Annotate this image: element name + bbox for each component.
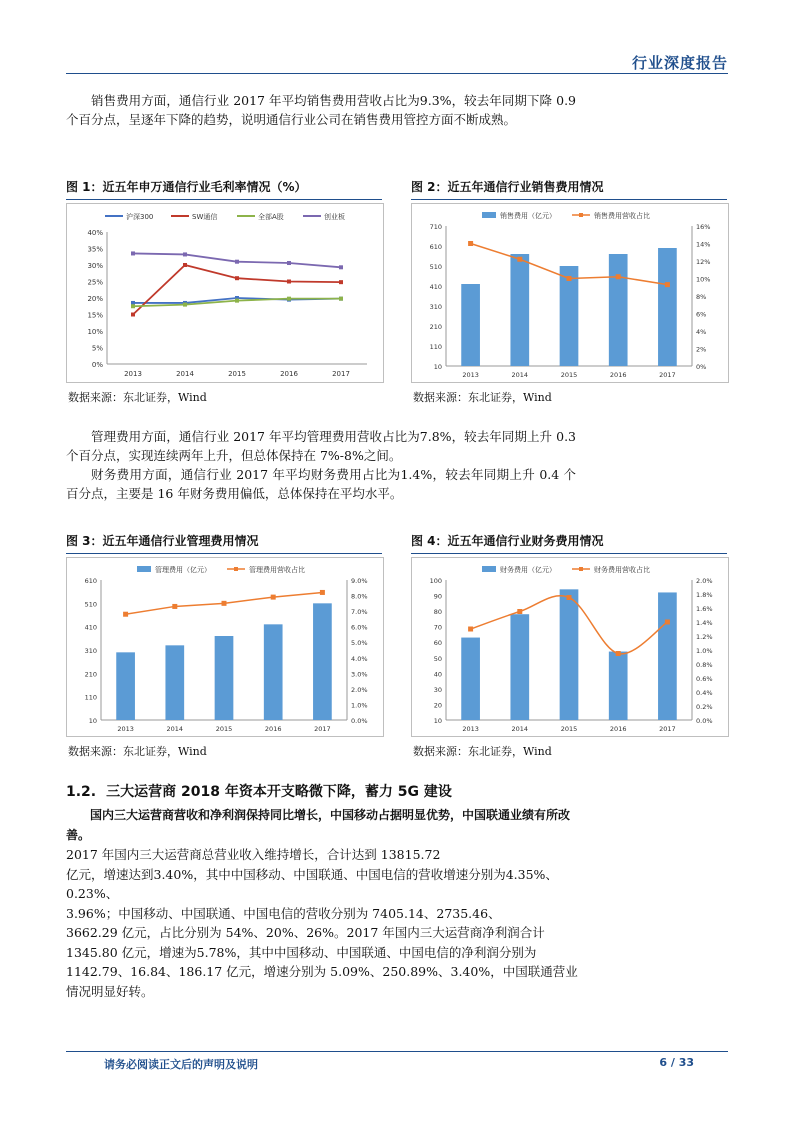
fig3-y-left-tick: 510 bbox=[84, 600, 97, 609]
paragraph-sales bbox=[66, 91, 576, 129]
fig3-x-tick: 2015 bbox=[215, 725, 233, 733]
fig3-legend-bar-label: 管理费用（亿元） bbox=[155, 566, 211, 574]
fig4-bar bbox=[560, 589, 579, 720]
fig3-y-right-tick: 9.0% bbox=[351, 577, 368, 585]
fig1-series-point bbox=[131, 251, 135, 255]
section-body bbox=[66, 806, 586, 1001]
fig4-y-left-tick: 10 bbox=[433, 717, 442, 725]
fig4-x-tick: 2017 bbox=[659, 725, 676, 733]
fig3-x-tick: 2013 bbox=[117, 725, 134, 733]
fig1-series-point bbox=[287, 297, 291, 301]
fig3-ratio-point bbox=[222, 601, 227, 606]
fig2-y-left-tick: 410 bbox=[429, 283, 442, 291]
fig4-title: 图 4：近五年通信行业财务费用情况 bbox=[411, 534, 604, 548]
fig4-y-right-tick: 0.0% bbox=[696, 717, 713, 725]
fig2-y-right-tick: 2% bbox=[696, 345, 707, 354]
fig2-y-right-tick: 16% bbox=[696, 223, 711, 231]
fig3-ratio-point bbox=[271, 595, 276, 600]
fig4-y-right-tick: 1.0% bbox=[696, 647, 713, 655]
section-line-6: 1142.79、16.84、186.17 亿元，增速分别为 5.09%、250.89%、3.40%，中国联通营业 bbox=[66, 964, 578, 979]
fig2-x-tick: 2014 bbox=[511, 371, 529, 379]
fig2-ratio-point bbox=[616, 274, 621, 279]
fig2-chart bbox=[411, 203, 729, 383]
paragraph-sales-text: 销售费用方面，通信行业 2017 年平均销售费用营收占比为9.3%，较去年同期下降 0.9 个百分点，呈逐年下降的趋势，说明通信行业公司在销售费用管控方面不断成熟。 bbox=[66, 93, 576, 127]
fig1-series-point bbox=[287, 280, 291, 284]
fig1-legend-label: 沪深300 bbox=[126, 213, 154, 221]
fig4-chart bbox=[411, 557, 729, 737]
fig2-y-right-tick: 10% bbox=[696, 275, 711, 284]
fig4-y-left-tick: 70 bbox=[433, 623, 442, 632]
fig4-y-left-tick: 50 bbox=[433, 654, 442, 663]
fig3-y-left-tick: 110 bbox=[84, 693, 97, 702]
fig3-ratio-point bbox=[320, 590, 325, 595]
fig1-y-tick: 0% bbox=[91, 361, 103, 369]
fig1-legend-label: 创业板 bbox=[324, 213, 345, 221]
fig1-series-point bbox=[183, 252, 187, 256]
fig2-y-left-tick: 210 bbox=[429, 323, 442, 331]
fig4-y-right-tick: 0.6% bbox=[696, 675, 713, 683]
fig2-source: 数据来源：东北证券，Wind bbox=[413, 391, 552, 404]
fig3-legend-bar-swatch bbox=[137, 566, 151, 572]
fig1-y-tick: 40% bbox=[87, 229, 103, 237]
section-line-5: 1345.80 亿元，增速为5.78%，其中中国移动、中国联通、中国电信的净利润分别为 bbox=[66, 944, 537, 960]
fig2-y-left-tick: 110 bbox=[429, 343, 442, 351]
fig1-series-point bbox=[235, 276, 239, 280]
fig2-bar bbox=[510, 254, 529, 366]
fig3-source: 数据来源：东北证券，Wind bbox=[68, 745, 207, 758]
fig4-bar bbox=[658, 592, 677, 720]
section-line-3: 3.96%；中国移动、中国联通、中国电信的营收分别为 7405.14、2735.46、 bbox=[66, 905, 501, 921]
fig3-legend-line-label: 管理费用营收占比 bbox=[249, 566, 305, 574]
fig1-series-point bbox=[339, 280, 343, 284]
fig1-x-tick: 2016 bbox=[280, 370, 298, 378]
fig1-y-tick: 5% bbox=[91, 344, 103, 353]
fig3-y-left-tick: 10 bbox=[88, 717, 97, 725]
fig4-y-right-tick: 0.4% bbox=[696, 689, 713, 697]
fig1-chart bbox=[66, 203, 384, 383]
fig3-y-right-tick: 8.0% bbox=[351, 592, 368, 601]
section-heading bbox=[66, 781, 462, 801]
fig4-y-right-tick: 1.2% bbox=[696, 633, 713, 641]
fig2-svg bbox=[412, 204, 728, 382]
fig3-bar bbox=[116, 652, 135, 720]
fig1-y-tick: 15% bbox=[87, 311, 103, 320]
paragraph-admin-finance bbox=[66, 427, 576, 503]
fig4-x-tick: 2014 bbox=[511, 725, 529, 733]
fig4-y-right-tick: 1.8% bbox=[696, 591, 713, 599]
fig4-y-left-tick: 80 bbox=[433, 608, 442, 617]
fig1-series-line bbox=[133, 265, 341, 315]
fig2-ratio-point bbox=[665, 282, 670, 287]
fig1-series-point bbox=[183, 303, 187, 307]
section-title: 三大运营商 2018 年资本开支略微下降，蓄力 5G 建设 bbox=[106, 784, 452, 800]
fig4-legend-bar-swatch bbox=[482, 566, 496, 572]
fig3-title: 图 3：近五年通信行业管理费用情况 bbox=[66, 534, 259, 548]
fig3-ratio-point bbox=[172, 604, 177, 609]
fig3-y-left-tick: 410 bbox=[84, 623, 97, 632]
fig3-x-tick: 2014 bbox=[166, 725, 184, 733]
fig2-ratio-point bbox=[468, 241, 473, 246]
paragraph-admin-text: 管理费用方面，通信行业 2017 年平均管理费用营收占比为7.8%，较去年同期上升 0.3 个百分点，实现连续两年上升，但总体保持在 7%-8%之间。 bbox=[66, 429, 576, 463]
paragraph-finance-text: 财务费用方面，通信行业 2017 年平均财务费用占比为1.4%，较去年同期上升 0.4 个百分点，主要是 16 年财务费用偏低，总体保持在平均水平。 bbox=[66, 467, 576, 501]
fig4-y-left-tick: 20 bbox=[433, 701, 442, 710]
fig3-x-tick: 2016 bbox=[264, 725, 282, 733]
fig2-y-right-tick: 4% bbox=[696, 328, 707, 336]
fig2-y-left-tick: 610 bbox=[429, 243, 442, 251]
fig2-y-left-tick: 710 bbox=[429, 223, 442, 231]
fig4-bar bbox=[609, 652, 628, 720]
fig3-y-left-tick: 210 bbox=[84, 670, 97, 679]
fig1-series-point bbox=[235, 260, 239, 264]
fig4-legend-line-label: 财务费用营收占比 bbox=[594, 566, 650, 574]
fig4-bar bbox=[461, 638, 480, 720]
fig2-x-tick: 2017 bbox=[659, 371, 676, 379]
fig3-y-right-tick: 0.0% bbox=[351, 717, 368, 725]
fig3-bar bbox=[264, 624, 283, 720]
fig1-y-tick: 20% bbox=[87, 295, 103, 303]
fig4-y-right-tick: 2.0% bbox=[696, 577, 713, 585]
fig4-y-right-tick: 1.4% bbox=[696, 619, 713, 627]
fig1-series-point bbox=[339, 265, 343, 269]
fig3-y-right-tick: 2.0% bbox=[351, 685, 368, 694]
fig2-legend-bar-swatch bbox=[482, 212, 496, 218]
fig4-ratio-point bbox=[616, 651, 621, 656]
section-lead: 国内三大运营商营收和净利润保持同比增长，中国移动占据明显优势，中国联通业绩有所改善。 bbox=[66, 808, 571, 842]
fig3-y-left-tick: 610 bbox=[84, 577, 97, 585]
fig2-y-right-tick: 8% bbox=[696, 293, 707, 301]
fig4-x-tick: 2013 bbox=[462, 725, 479, 733]
fig1-x-tick: 2015 bbox=[228, 370, 246, 378]
fig1-series-point bbox=[131, 304, 135, 308]
fig4-y-left-tick: 90 bbox=[433, 592, 442, 601]
fig1-x-tick: 2013 bbox=[124, 370, 142, 378]
section-number: 1.2. bbox=[66, 784, 97, 800]
fig1-y-tick: 30% bbox=[87, 262, 103, 270]
fig4-svg bbox=[412, 558, 728, 736]
fig2-x-tick: 2015 bbox=[560, 371, 578, 379]
fig4-ratio-point bbox=[468, 627, 473, 632]
section-line-7: 情况明显好转。 bbox=[66, 983, 154, 999]
fig4-source: 数据来源：东北证券，Wind bbox=[413, 745, 552, 758]
fig3-bar bbox=[313, 603, 332, 720]
fig1-y-tick: 25% bbox=[87, 278, 103, 287]
fig4-y-left-tick: 30 bbox=[433, 685, 442, 694]
fig1-x-tick: 2017 bbox=[332, 370, 350, 378]
fig1-y-tick: 35% bbox=[87, 245, 103, 254]
fig3-title-rule bbox=[66, 553, 382, 554]
fig2-x-tick: 2013 bbox=[462, 371, 479, 379]
fig3-ratio-point bbox=[123, 612, 128, 617]
fig2-y-left-tick: 310 bbox=[429, 303, 442, 311]
fig4-y-right-tick: 0.8% bbox=[696, 661, 713, 669]
fig1-y-tick: 10% bbox=[87, 328, 103, 336]
fig2-bar bbox=[658, 248, 677, 366]
fig4-x-tick: 2016 bbox=[609, 725, 627, 733]
fig2-ratio-point bbox=[517, 257, 522, 262]
fig4-ratio-point bbox=[665, 620, 670, 625]
fig1-legend-label: 全部A股 bbox=[258, 213, 284, 221]
fig1-series-point bbox=[183, 263, 187, 267]
page-number: 6 / 33 bbox=[659, 1056, 694, 1069]
fig2-legend-bar-label: 销售费用（亿元） bbox=[500, 212, 556, 220]
fig3-bar bbox=[215, 636, 234, 720]
fig1-title-rule bbox=[66, 199, 382, 200]
section-line-1: 2017 年国内三大运营商总营业收入维持增长，合计达到 13815.72 bbox=[66, 847, 441, 862]
fig2-ratio-point bbox=[567, 276, 572, 281]
fig4-y-right-tick: 0.2% bbox=[696, 703, 713, 711]
fig3-svg bbox=[67, 558, 383, 736]
fig4-y-left-tick: 40 bbox=[433, 670, 442, 679]
fig1-x-tick: 2014 bbox=[176, 370, 194, 378]
fig2-y-right-tick: 14% bbox=[696, 240, 711, 249]
fig2-title: 图 2：近五年通信行业销售费用情况 bbox=[411, 180, 604, 194]
fig2-y-left-tick: 510 bbox=[429, 263, 442, 271]
fig4-ratio-point bbox=[517, 609, 522, 614]
fig1-series-point bbox=[287, 261, 291, 265]
fig4-y-right-tick: 1.6% bbox=[696, 605, 713, 613]
fig2-bar bbox=[609, 254, 628, 366]
fig4-legend-bar-label: 财务费用（亿元） bbox=[500, 566, 556, 574]
header-divider bbox=[66, 73, 728, 74]
fig3-x-tick: 2017 bbox=[314, 725, 331, 733]
fig2-y-left-tick: 10 bbox=[433, 363, 442, 371]
fig4-x-tick: 2015 bbox=[560, 725, 578, 733]
fig2-y-right-tick: 12% bbox=[696, 258, 711, 266]
fig3-y-left-tick: 310 bbox=[84, 647, 97, 655]
fig2-bar bbox=[461, 284, 480, 366]
fig4-y-left-tick: 100 bbox=[429, 577, 442, 585]
footer-divider bbox=[66, 1051, 728, 1052]
fig3-y-right-tick: 4.0% bbox=[351, 654, 368, 663]
fig4-bar bbox=[510, 614, 529, 720]
fig1-series-point bbox=[235, 299, 239, 303]
fig4-title-rule bbox=[411, 553, 727, 554]
fig2-legend-line-marker bbox=[579, 213, 583, 217]
fig2-x-tick: 2016 bbox=[609, 371, 627, 379]
fig2-legend-line-label: 销售费用营收占比 bbox=[594, 212, 650, 220]
fig1-title: 图 1：近五年申万通信行业毛利率情况（%） bbox=[66, 180, 307, 194]
fig3-y-right-tick: 6.0% bbox=[351, 623, 368, 632]
fig2-title-rule bbox=[411, 199, 727, 200]
fig1-series-point bbox=[339, 297, 343, 301]
fig3-y-right-tick: 1.0% bbox=[351, 701, 368, 710]
footer-disclaimer: 请务必阅读正文后的声明及说明 bbox=[104, 1058, 258, 1071]
fig1-series-point bbox=[131, 313, 135, 317]
fig3-chart bbox=[66, 557, 384, 737]
report-header-title: 行业深度报告 bbox=[631, 54, 728, 72]
fig3-legend-line-marker bbox=[234, 567, 238, 571]
fig3-bar bbox=[165, 645, 184, 720]
fig3-y-right-tick: 3.0% bbox=[351, 670, 368, 679]
fig2-y-right-tick: 6% bbox=[696, 310, 707, 319]
section-line-2: 亿元，增速达到3.40%，其中中国移动、中国联通、中国电信的营收增速分别为4.35%、 0.23%、 bbox=[66, 866, 558, 901]
fig1-source: 数据来源：东北证券，Wind bbox=[68, 391, 207, 404]
fig4-ratio-point bbox=[567, 595, 572, 600]
section-line-4: 3662.29 亿元，占比分别为 54%、20%、26%。2017 年国内三大运营商净利润合计 bbox=[66, 925, 545, 940]
fig2-y-right-tick: 0% bbox=[696, 363, 707, 371]
fig3-y-right-tick: 7.0% bbox=[351, 608, 368, 617]
fig1-legend-label: SW通信 bbox=[192, 213, 218, 221]
fig4-y-left-tick: 60 bbox=[433, 639, 442, 648]
fig3-y-right-tick: 5.0% bbox=[351, 639, 368, 648]
fig1-svg bbox=[67, 204, 383, 382]
fig4-legend-line-marker bbox=[579, 567, 583, 571]
